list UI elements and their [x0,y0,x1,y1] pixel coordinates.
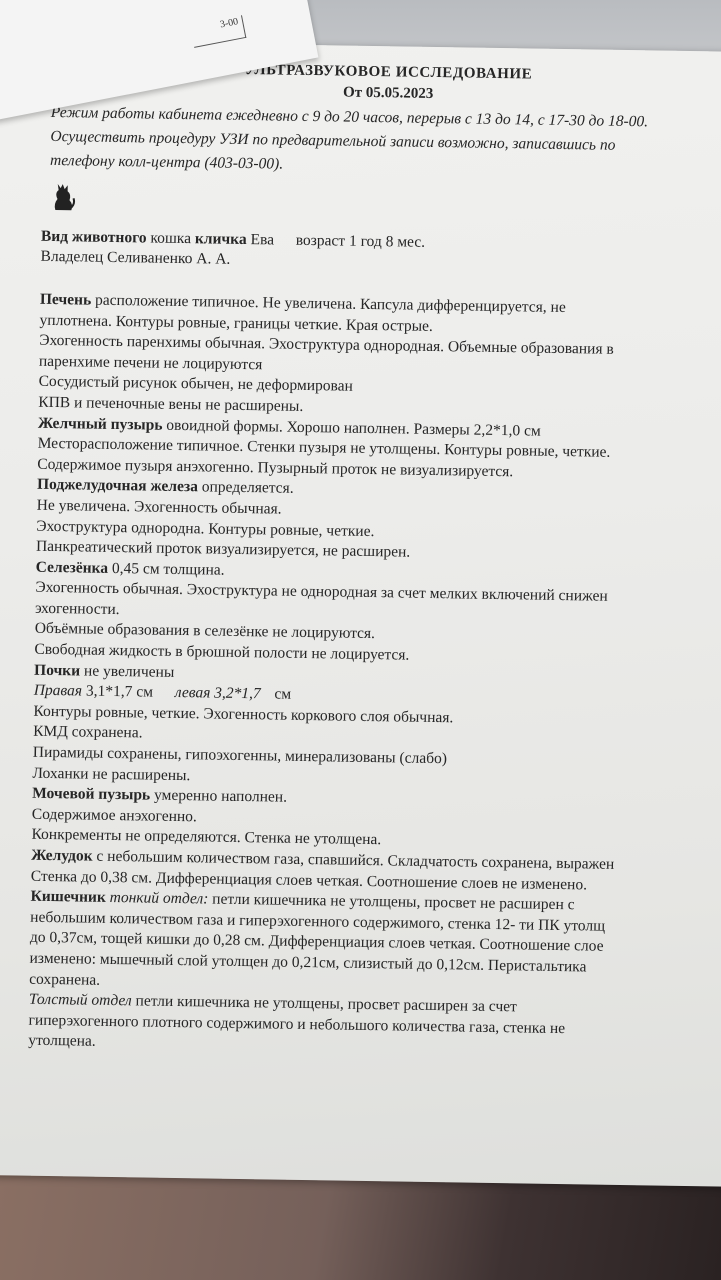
name-value: Ева [250,230,275,249]
species-value: кошка [150,229,192,247]
report-content [28,49,721,1063]
intestine-line-5: сохранена. [29,970,101,989]
kidneys-line-2: Контуры ровные, четкие. Эхогенность коркового слоя обычная. [33,702,454,727]
spleen-heading: Селезёнка [35,558,109,577]
bladder-heading: Мочевой пузырь [32,784,151,804]
large-intestine-label: Толстый отдел [28,990,132,1010]
owner-label: Владелец [40,248,104,267]
intestine-line-3: до 0,37см, тощей кишки до 0,28 см. Дифференциация слоев четкая. Соотношение слое [29,929,604,956]
owner-value: Селиваненко А. А. [106,249,231,269]
gallbladder-line-3: Содержимое пузыря анэхогенно. Пузырный проток не визуализируется. [37,455,514,480]
stomach-heading: Желудок [31,846,93,865]
large-intestine-text-1: петли кишечника не утолщены, просвет расширен за счет [135,992,518,1016]
report-sheet [0,40,721,1187]
right-kidney-size: 3,1*1,7 см [85,682,154,701]
stomach-line-2: Стенка до 0,38 см. Дифференциация слоев четкая. Соотношение слоев не изменено. [30,867,588,894]
report-date: От 05.05.2023 [342,84,434,102]
large-intestine-line-2: гиперэхогенного плотного содержимого и небольшого количества газа, стенка не [28,1011,566,1037]
corner-fragment-text: 3-00 [190,15,246,48]
intestine-text-1: петли кишечника не утолщены, просвет не расширен с [212,890,575,914]
bladder-line-3: Конкременты не определяются. Стенка не утолщена. [31,826,382,849]
intestine-heading: Кишечник [30,887,106,907]
liver-line-5: Сосудистый рисунок обычен, не деформирован [38,373,353,396]
stomach-text-1: с небольшим количеством газа, спавшийся. Складчатость сохранена, выражен [96,847,615,873]
pancreas-heading: Поджелудочная железа [36,476,199,496]
spleen-line-3: эхогенности. [34,599,120,618]
intestine-line-4: изменено: мышечный слой утолщен до 0,21см, слизистый до 0,12см. Перистальтика [29,949,587,976]
spleen-line-5: Свободная жидкость в брюшной полости не лоцируется. [34,640,410,664]
age-value: 1 год 8 мес. [348,232,426,251]
left-kidney-unit: см [274,685,292,704]
kidneys-line-5: Лоханки не расширены. [32,764,191,784]
pancreas-line-4: Панкреатический проток визуализируется, не расширен. [35,537,411,561]
call-center-notice: телефону колл-центра (403-03-00). [49,152,284,173]
liver-line-3: Эхогенность паренхимы обычная. Эхоструктура однородная. Объемные образования в [39,331,614,358]
schedule-notice: Режим работы кабинета ежедневно с 9 до 20 часов, перерыв с 13 до 14, с 17-30 до 18-00. [50,104,649,131]
gallbladder-line-2: Месторасположение типичное. Стенки пузыря не утолщены. Контуры ровные, четкие. [37,434,611,461]
small-intestine-label: тонкий отдел: [109,889,209,908]
liver-line-2: уплотнена. Контуры ровные, границы четкие. Края острые. [39,311,433,335]
pancreas-line-2: Не увеличена. Эхогенность обычная. [36,496,282,518]
age-label: возраст [295,231,346,250]
liver-text-1: расположение типичное. Не увеличена. Капсула дифференцируется, не [94,291,566,317]
kidneys-text-1: не увеличены [83,662,175,681]
booking-notice: Осуществить процедуру УЗИ по предварительной записи возможно, записавшись по [50,128,616,154]
bladder-line-2: Содержимое анэхогенно. [31,805,198,826]
report-title: УЛЬТРАЗВУКОВОЕ ИССЛЕДОВАНИЕ [244,61,533,83]
kidneys-heading: Почки [33,661,81,680]
pancreas-text-1: определяется. [201,478,294,498]
name-label: кличка [194,229,247,248]
liver-line-6: КПВ и печеночные вены не расширены. [38,393,304,415]
kidneys-line-3: КМД сохранена. [33,723,143,742]
pancreas-line-3: Эхоструктура однородна. Контуры ровные, четкие. [36,517,375,540]
liver-heading: Печень [39,290,92,309]
liver-line-4: паренхиме печени не лоцируются [38,352,263,374]
spleen-text-1: 0,45 см толщина. [111,559,225,579]
kidneys-line-4: Пирамиды сохранены, гипоэхогенны, минерализованы (слабо) [32,743,448,768]
bladder-text-1: умеренно наполнен. [153,786,288,806]
right-kidney-label: Правая [33,681,83,700]
large-intestine-line-3: утолщена. [28,1032,96,1051]
spleen-line-4: Объёмные образования в селезёнке не лоцируются. [34,620,376,643]
spleen-line-2: Эхогенность обычная. Эхоструктура не однородная за счет мелких включений снижен [35,579,608,606]
cat-icon [49,182,75,212]
species-label: Вид животного [40,227,147,247]
intestine-line-2: небольшим количеством газа и гиперэхогенного содержимого, стенка 12- ти ПК утолщ [30,908,606,935]
gallbladder-heading: Желчный пузырь [37,414,163,434]
left-kidney-label: левая 3,2*1,7 [174,684,261,703]
gallbladder-text-1: овоидной формы. Хорошо наполнен. Размеры 2,2*1,0 см [166,416,541,440]
